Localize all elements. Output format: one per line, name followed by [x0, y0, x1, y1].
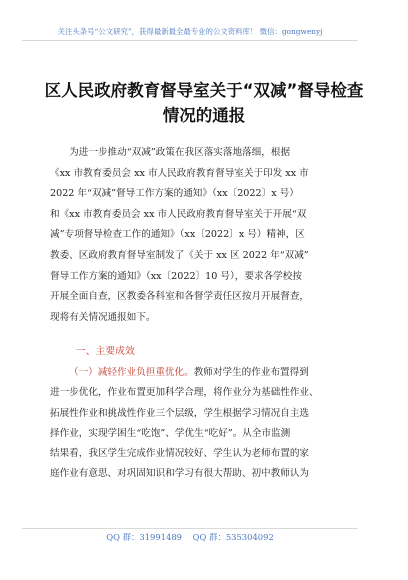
intro-line: 督导工作方案的通知》（xx〔2022〕10 号），要求各学校按 — [50, 270, 302, 282]
intro-paragraph — [50, 143, 364, 328]
intro-line: 和《xx 市教育委员会 xx 市人民政府教育督导室关于开展“双 — [50, 208, 307, 220]
subheading-reduce-homework: （一）减轻作业负担重优化。 — [69, 367, 194, 378]
section1-line: 结果看，我区学生完成作业情况较好、学生认为老师布置的家 — [50, 448, 310, 460]
title-line-2: 情况的通报 — [162, 106, 246, 125]
section1-line: 庭作业有意思、对巩固知识和学习有很大帮助、初中教师认为 — [50, 468, 310, 480]
page-footer — [22, 528, 358, 545]
footer-qq-group-1: QQ 群：31991489 — [106, 532, 182, 542]
intro-line: 为进一步推动“双减”政策在我区落实落地落细，根据 — [50, 147, 291, 158]
title-line-1: 区人民政府教育督导室关于“双减”督导检查 — [44, 81, 364, 100]
intro-line: 2022 年“双减”督导工作方案的通知》（xx〔2022〕x 号） — [50, 188, 299, 200]
page-header-notice — [22, 26, 358, 41]
footer-qq-group-2: QQ 群：535304092 — [192, 532, 274, 542]
document-title — [30, 78, 378, 128]
section1-first-line — [50, 363, 364, 383]
section1-paragraph — [50, 363, 364, 485]
header-notice-text: 关注头条号“公文研究”，获得最新最全最专业的公文资料库！ 微信：gongwenyj — [57, 27, 323, 36]
section1-line: 拓展性作业和挑战性作业三个层级，学生根据学习情况自主选 — [50, 407, 310, 419]
intro-line: 减”专项督导检查工作的通知》（xx〔2022〕x 号）精神，区 — [50, 229, 305, 241]
section1-line: 进一步优化，作业布置更加科学合理，将作业分为基础性作业、 — [50, 387, 319, 399]
intro-line: 教委、区政府教育督导室制发了《关于 xx 区 2022 年“双减” — [50, 249, 309, 261]
intro-line: 《xx 市教育委员会 xx 市人民政府教育督导室关于印发 xx 市 — [50, 167, 309, 179]
intro-line: 开展全面自查，区教委各科室和各督学责任区按月开展督查， — [50, 291, 310, 303]
section1-first-line-text: 教师对学生的作业布置得到 — [193, 367, 309, 378]
section1-line: 择作业，实现学困生“吃饱”、学优生“吃好”。从全市监测 — [50, 427, 291, 439]
section-heading-main-results: 一、主要成效 — [76, 346, 135, 357]
intro-line: 现将有关情况通报如下。 — [50, 311, 156, 323]
